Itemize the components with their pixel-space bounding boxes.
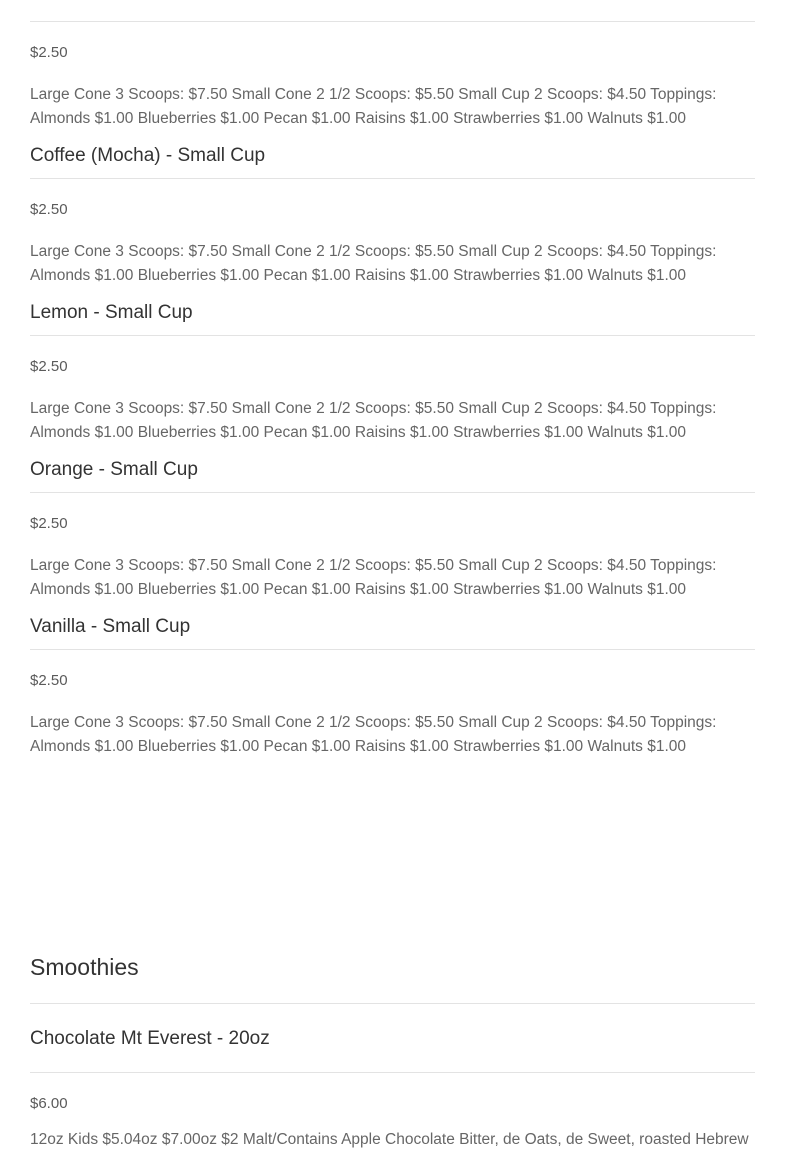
menu-item-price: $2.50 bbox=[30, 358, 68, 375]
menu-item-price: $2.50 bbox=[30, 201, 68, 218]
menu-item-title: Coffee (Mocha) - Small Cup bbox=[30, 145, 266, 166]
menu-item-title: Chocolate Mt Everest - 20oz bbox=[30, 1028, 270, 1049]
divider bbox=[30, 21, 755, 22]
divider bbox=[30, 335, 755, 336]
divider bbox=[30, 1003, 755, 1004]
divider bbox=[30, 649, 755, 650]
smoothies-section bbox=[30, 952, 755, 1152]
menu-item-title: Vanilla - Small Cup bbox=[30, 616, 191, 637]
menu-item-description: Large Cone 3 Scoops: $7.50 Small Cone 2 1/2 Scoops: $5.50 Small Cup 2 Scoops: $4.50 Toppings: Almonds $1.00 Blueberries $1.00 Pecan $1.00 Raisins $1.00 Strawberries $1.00 Walnuts $1.00 bbox=[30, 86, 717, 127]
menu-item-description: Large Cone 3 Scoops: $7.50 Small Cone 2 1/2 Scoops: $5.50 Small Cup 2 Scoops: $4.50 Toppings: Almonds $1.00 Blueberries $1.00 Pecan $1.00 Raisins $1.00 Strawberries $1.00 Walnuts $1.00 bbox=[30, 714, 717, 755]
menu-item-list bbox=[30, 0, 755, 759]
section-title: Smoothies bbox=[30, 954, 139, 980]
menu-item-description: Large Cone 3 Scoops: $7.50 Small Cone 2 1/2 Scoops: $5.50 Small Cup 2 Scoops: $4.50 Toppings: Almonds $1.00 Blueberries $1.00 Pecan $1.00 Raisins $1.00 Strawberries $1.00 Walnuts $1.00 bbox=[30, 400, 717, 441]
divider bbox=[30, 178, 755, 179]
menu-item-title: Orange - Small Cup bbox=[30, 459, 198, 480]
menu-item[interactable] bbox=[30, 602, 755, 759]
divider bbox=[30, 1072, 755, 1073]
menu-item-title: Lemon - Small Cup bbox=[30, 302, 193, 323]
menu-item-description: Large Cone 3 Scoops: $7.50 Small Cone 2 1/2 Scoops: $5.50 Small Cup 2 Scoops: $4.50 Toppings: Almonds $1.00 Blueberries $1.00 Pecan $1.00 Raisins $1.00 Strawberries $1.00 Walnuts $1.00 bbox=[30, 557, 717, 598]
divider bbox=[30, 492, 755, 493]
menu-item[interactable] bbox=[30, 445, 755, 602]
menu-item-price: $2.50 bbox=[30, 44, 68, 61]
menu-item[interactable] bbox=[30, 131, 755, 288]
menu-item-price: $2.50 bbox=[30, 515, 68, 532]
menu-item[interactable] bbox=[30, 1027, 755, 1152]
menu-item[interactable] bbox=[30, 288, 755, 445]
menu-item-description: Large Cone 3 Scoops: $7.50 Small Cone 2 1/2 Scoops: $5.50 Small Cup 2 Scoops: $4.50 Toppings: Almonds $1.00 Blueberries $1.00 Pecan $1.00 Raisins $1.00 Strawberries $1.00 Walnuts $1.00 bbox=[30, 243, 717, 284]
menu-item-price: $6.00 bbox=[30, 1095, 68, 1112]
menu-item-description: 12oz Kids $5.04oz $7.00oz $2 Malt/Contains Apple Chocolate Bitter, de Oats, de Sweet, roasted Hebrew bbox=[30, 1131, 749, 1148]
menu-item[interactable] bbox=[30, 0, 755, 131]
menu-item-price: $2.50 bbox=[30, 672, 68, 689]
